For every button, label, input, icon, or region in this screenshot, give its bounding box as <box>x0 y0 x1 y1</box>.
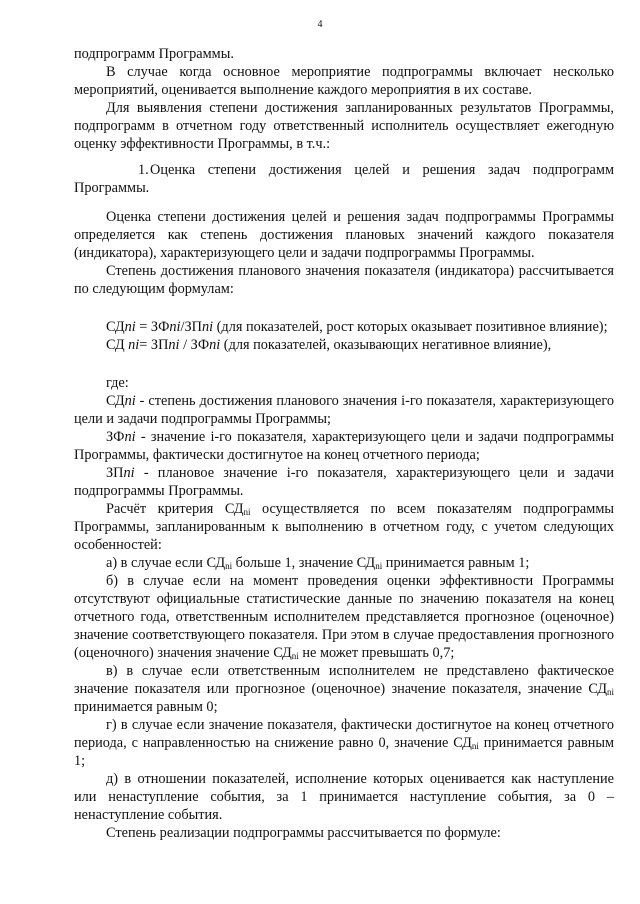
page-number: 4 <box>317 19 323 30</box>
criteria-intro: Расчёт критерия $СД_{ni}$ осуществляется по всем показателям подпрограммы Программы, запланированным к выполнению в отчетном году, с учетом следующих особенностей: <box>74 501 614 553</box>
definition-sd: СДni - степень достижения планового значения i-го показателя, характеризующего цели и задачи подпрограммы Программы; <box>74 393 614 427</box>
formula-negative: СД ni= ЗПni / ЗФni (для показателей, оказывающих негативное влияние), <box>106 337 552 353</box>
where-label: где: <box>106 375 129 391</box>
paragraph-assessment: Для выявления степени достижения запланированных результатов Программы, подпрограмм в отчетном году ответственный исполнитель осуществляет ежегодную оценку эффективности Программы, в т.ч.: <box>74 100 614 152</box>
document-body <box>74 45 614 842</box>
formula-positive: СДni = ЗФni/ЗПni (для показателей, рост которых оказывает позитивное влияние); <box>106 319 608 335</box>
paragraph-continuation: подпрограмм Программы. <box>74 46 234 62</box>
criteria-c: в) в случае если ответственным исполнителем не представлено фактическое значение показателя или прогнозное (оценочное) значение показателя, значение $СД_{ni}$ принимается равным 0; <box>74 663 614 715</box>
paragraph-final: Степень реализации подпрограммы рассчитывается по формуле: <box>106 825 501 841</box>
numbered-item-1 <box>74 161 614 197</box>
paragraph-goal-assessment: Оценка степени достижения целей и решения задач подпрограммы Программы определяется как степень достижения плановых значений каждого показателя (индикатора), характеризующего цели и задачи подпрограммы Программы. <box>74 209 614 261</box>
criteria-a: а) в случае если $СД_{ni}$ больше 1, значение $СД_{ni}$ принимается равным 1; <box>106 555 530 571</box>
criteria-b: б) в случае если на момент проведения оценки эффективности Программы отсутствуют официальные статистические данные по значению показателя на конец отчетного года, ответственным исполнителем представляется прогнозное (оценочное) значение соответствующего показателя. При этом в случае предоставления прогнозного (оценочного) значения значение $СД_{ni}$ не может превышать 0,7; <box>74 573 614 661</box>
criteria-e: д) в отношении показателей, исполнение которых оценивается как наступление или ненаступление события, за 1 принимается наступление события, за 0 – ненаступление события. <box>74 771 614 823</box>
paragraph-events: В случае когда основное мероприятие подпрограммы включает несколько мероприятий, оценивается выполнение каждого мероприятия в их составе. <box>74 64 614 98</box>
definition-zf: ЗФni - значение i-го показателя, характеризующего цели и задачи подпрограммы Программы, фактически достигнутое на конец отчетного периода; <box>74 429 614 463</box>
criteria-d: г) в случае если значение показателя, фактически достигнутое на конец отчетного периода, с направленностью на снижение равно 0, значение $СД_{ni}$ принимается равным 1; <box>74 717 614 769</box>
definition-zp: ЗПni - плановое значение i-го показателя, характеризующего цели и задачи подпрограммы Программы. <box>74 465 614 499</box>
paragraph-formulas-intro: Степень достижения планового значения показателя (индикатора) рассчитывается по следующим формулам: <box>74 263 614 297</box>
item-text: Оценка степени достижения целей и решения задач подпрограмм Программы. <box>74 162 614 196</box>
item-number: 1. <box>138 162 149 178</box>
